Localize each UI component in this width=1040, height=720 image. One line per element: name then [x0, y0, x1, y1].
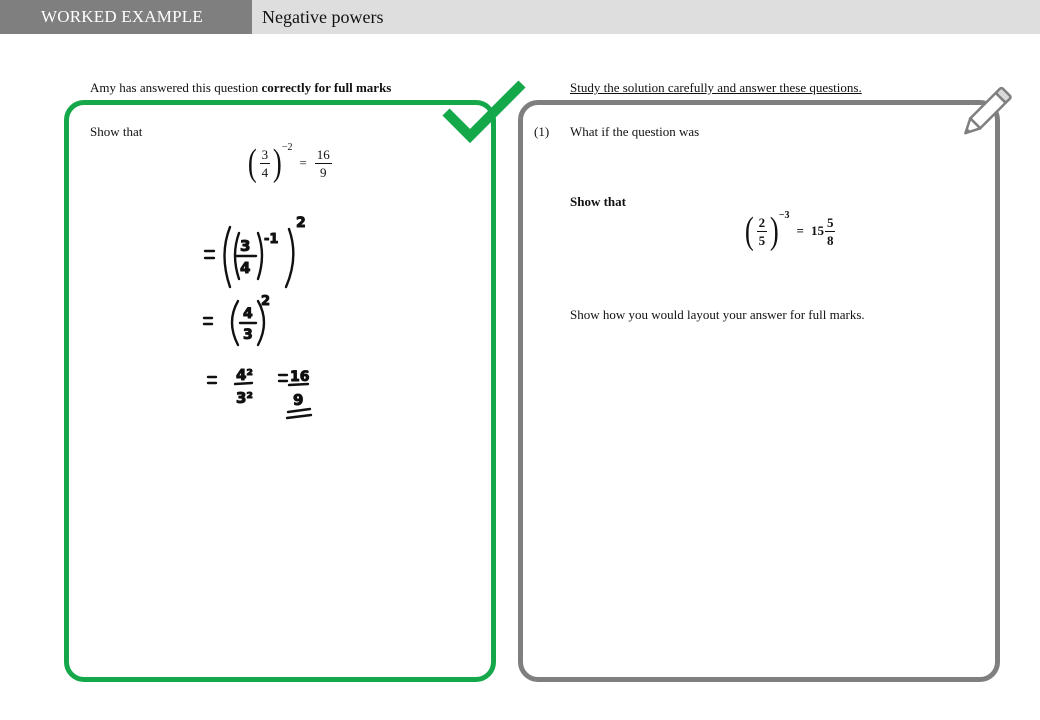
page-title: Negative powers: [252, 0, 1040, 34]
question-text: What if the question was: [570, 124, 700, 139]
left-equation: [246, 144, 333, 182]
left-result-den: 9: [320, 164, 327, 180]
left-equals: =: [299, 155, 307, 170]
left-result-num: 16: [316, 146, 330, 162]
right-whole: 15: [810, 223, 824, 238]
question-number: (1): [534, 124, 550, 139]
right-mixed-fraction: [825, 215, 836, 248]
working-line-2: [204, 301, 264, 345]
left-paren-open: (: [247, 142, 257, 184]
working-l2-exp: 2: [261, 294, 271, 309]
right-frac-den: 8: [826, 232, 834, 248]
working-l1-num: 3: [240, 237, 251, 255]
left-show-that: Show that: [90, 124, 143, 139]
working-l1-den: 4: [240, 259, 251, 277]
header-tag: WORKED EXAMPLE: [0, 0, 252, 34]
left-intro-bold: correctly for full marks: [261, 80, 392, 95]
right-show-that: Show that: [570, 194, 626, 209]
right-base-fraction: [757, 215, 768, 248]
left-result-fraction: [315, 147, 332, 180]
left-base-fraction: [260, 147, 271, 180]
left-intro-text: Amy has answered this question: [90, 80, 262, 95]
right-frac-num: 5: [826, 214, 834, 230]
working-l3-num: 4²: [236, 366, 254, 384]
right-base-den: 5: [758, 232, 766, 248]
right-exponent: −3: [778, 210, 790, 221]
working-l3-den: 3²: [236, 389, 254, 407]
right-equals: =: [796, 223, 804, 238]
working-line-1: [205, 227, 293, 287]
left-exponent: −2: [281, 142, 293, 153]
right-paren-open: (: [744, 210, 754, 252]
pencil-icon: [955, 80, 1021, 144]
right-base-num: 2: [758, 214, 766, 230]
handwritten-working: [190, 205, 330, 430]
left-base-den: 4: [261, 164, 269, 180]
left-base-num: 3: [261, 146, 269, 162]
left-intro: [90, 80, 391, 96]
working-l1-inner-exp: -1: [264, 232, 279, 247]
working-l2-num: 4: [243, 306, 253, 322]
right-equation: [743, 212, 836, 250]
left-paren-close: ): [273, 142, 282, 184]
right-paren-close: ): [770, 210, 779, 252]
working-l3-result-num: 16: [290, 369, 310, 385]
question-panel: [518, 100, 1000, 682]
checkmark-icon: [440, 78, 530, 148]
right-intro: Study the solution carefully and answer these questions.: [570, 80, 862, 95]
instruction-text: Show how you would layout your answer for full marks.: [570, 307, 865, 322]
working-l2-den: 3: [243, 327, 253, 343]
working-l1-outer-exp: 2: [296, 215, 306, 231]
working-l3-result-den: 9: [293, 391, 304, 409]
